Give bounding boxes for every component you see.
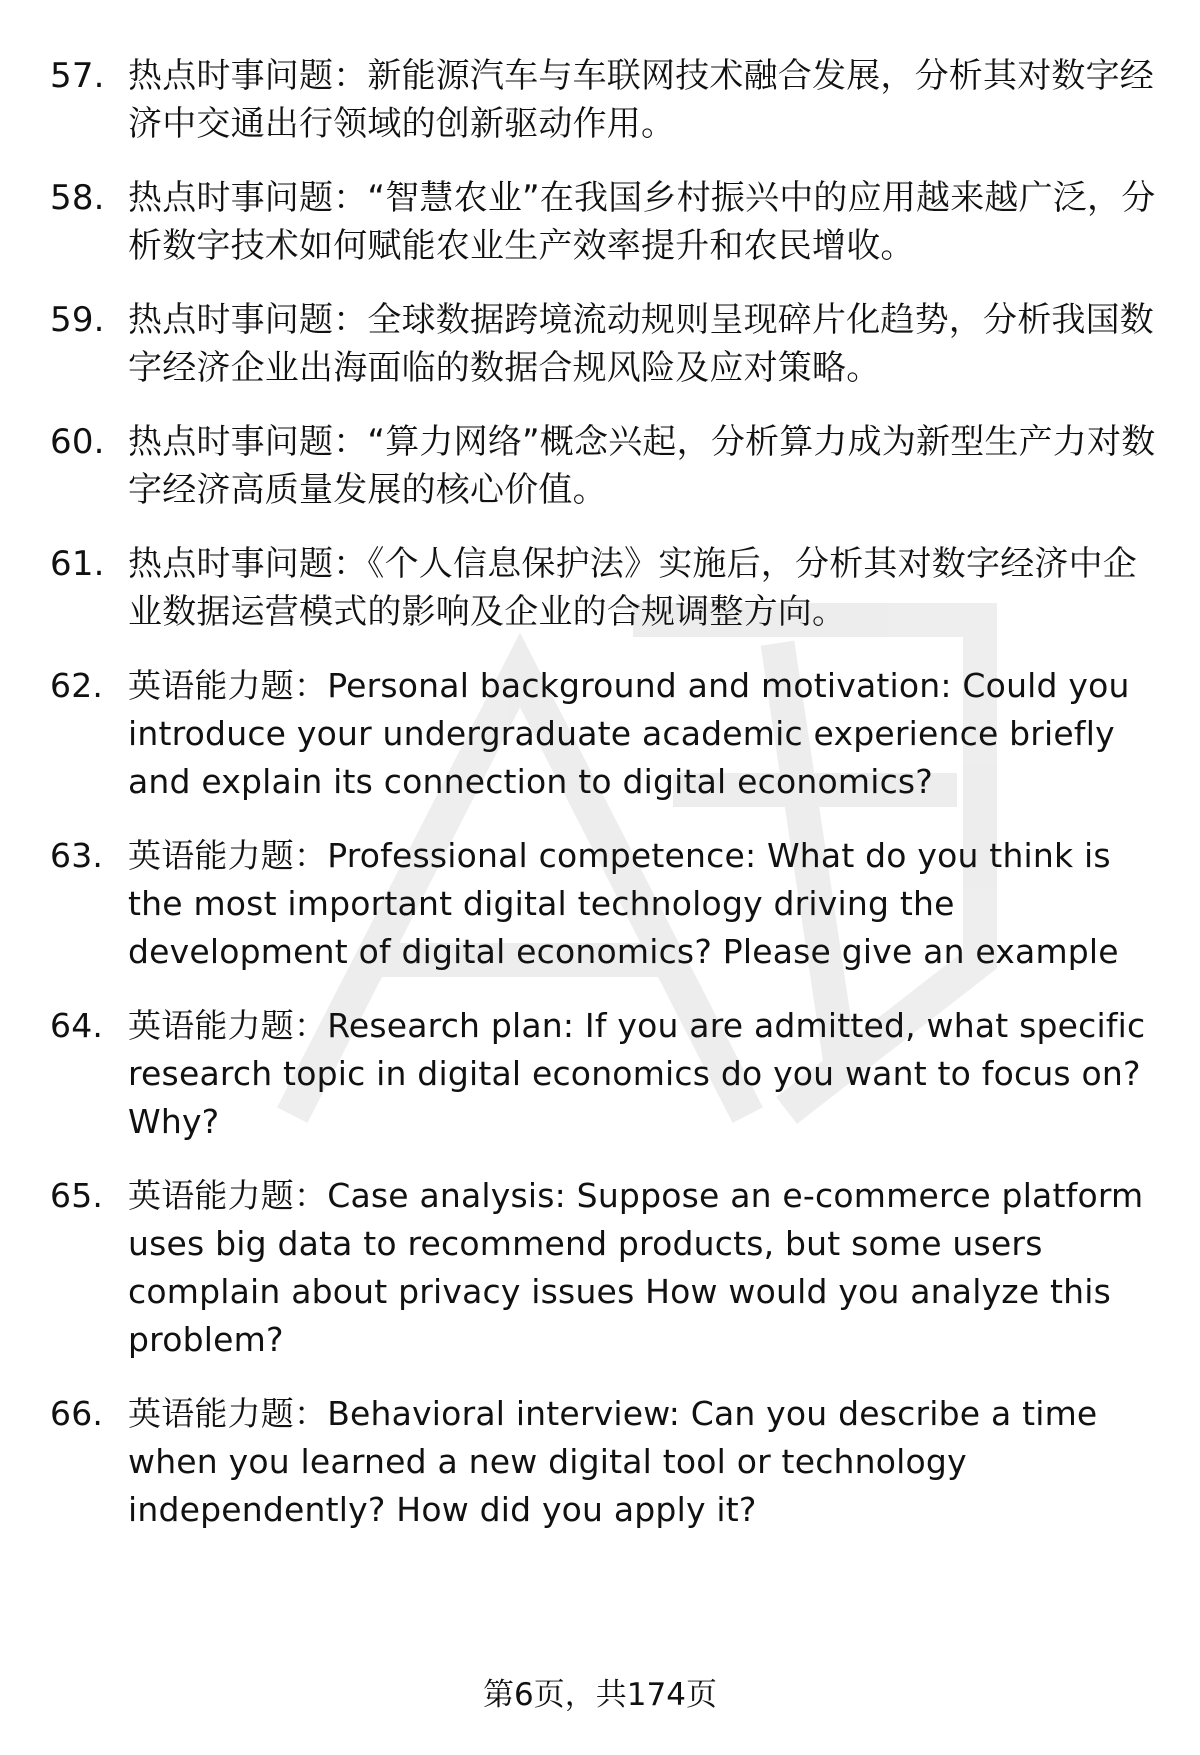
question-number: 64. bbox=[50, 1006, 104, 1045]
question-text: 英语能力题：Research plan: If you are admitted, what specific research topic in digital economics do you want to focus on? Why? bbox=[128, 1006, 1146, 1141]
question-item-63 bbox=[0, 832, 1200, 976]
page-footer: 第6页，共174页 bbox=[483, 1677, 717, 1713]
question-number: 59. bbox=[50, 300, 105, 340]
question-list bbox=[0, 52, 1200, 1560]
question-text: 热点时事问题：“算力网络”概念兴起，分析算力成为新型生产力对数字经济高质量发展的核心价值。 bbox=[128, 422, 1156, 510]
question-item-60 bbox=[0, 418, 1200, 514]
question-number: 65. bbox=[50, 1176, 104, 1215]
question-item-57 bbox=[0, 52, 1200, 148]
question-item-61 bbox=[0, 540, 1200, 636]
question-item-58 bbox=[0, 174, 1200, 270]
question-item-59 bbox=[0, 296, 1200, 392]
question-number: 57. bbox=[50, 56, 105, 96]
question-text: 热点时事问题：《个人信息保护法》实施后，分析其对数字经济中企业数据运营模式的影响及企业的合规调整方向。 bbox=[128, 544, 1137, 632]
question-number: 60. bbox=[50, 422, 105, 462]
question-text: 热点时事问题：“智慧农业”在我国乡村振兴中的应用越来越广泛，分析数字技术如何赋能农业生产效率提升和农民增收。 bbox=[128, 178, 1156, 266]
question-number: 66. bbox=[50, 1394, 104, 1433]
question-text: 英语能力题：Personal background and motivation: Could you introduce your undergraduate academic experience briefly and explain its connection to digital economics? bbox=[128, 666, 1130, 801]
question-text: 热点时事问题：全球数据跨境流动规则呈现碎片化趋势，分析我国数字经济企业出海面临的数据合规风险及应对策略。 bbox=[128, 300, 1154, 388]
question-number: 62. bbox=[50, 666, 104, 705]
question-text: 英语能力题：Professional competence: What do you think is the most important digital technology driving the development of digital economics? Please give an example bbox=[128, 836, 1119, 971]
question-item-64 bbox=[0, 1002, 1200, 1146]
question-item-62 bbox=[0, 662, 1200, 806]
question-number: 58. bbox=[50, 178, 105, 218]
question-item-65 bbox=[0, 1172, 1200, 1364]
question-text: 英语能力题：Case analysis: Suppose an e-commerce platform uses big data to recommend products, but some users complain about privacy issues How would you analyze this problem? bbox=[128, 1176, 1144, 1359]
question-item-66 bbox=[0, 1390, 1200, 1534]
question-number: 61. bbox=[50, 544, 105, 584]
question-number: 63. bbox=[50, 836, 104, 875]
question-text: 英语能力题：Behavioral interview: Can you describe a time when you learned a new digital tool or technology independently? How did you apply it? bbox=[128, 1394, 1098, 1529]
question-text: 热点时事问题：新能源汽车与车联网技术融合发展，分析其对数字经济中交通出行领域的创新驱动作用。 bbox=[128, 56, 1154, 144]
